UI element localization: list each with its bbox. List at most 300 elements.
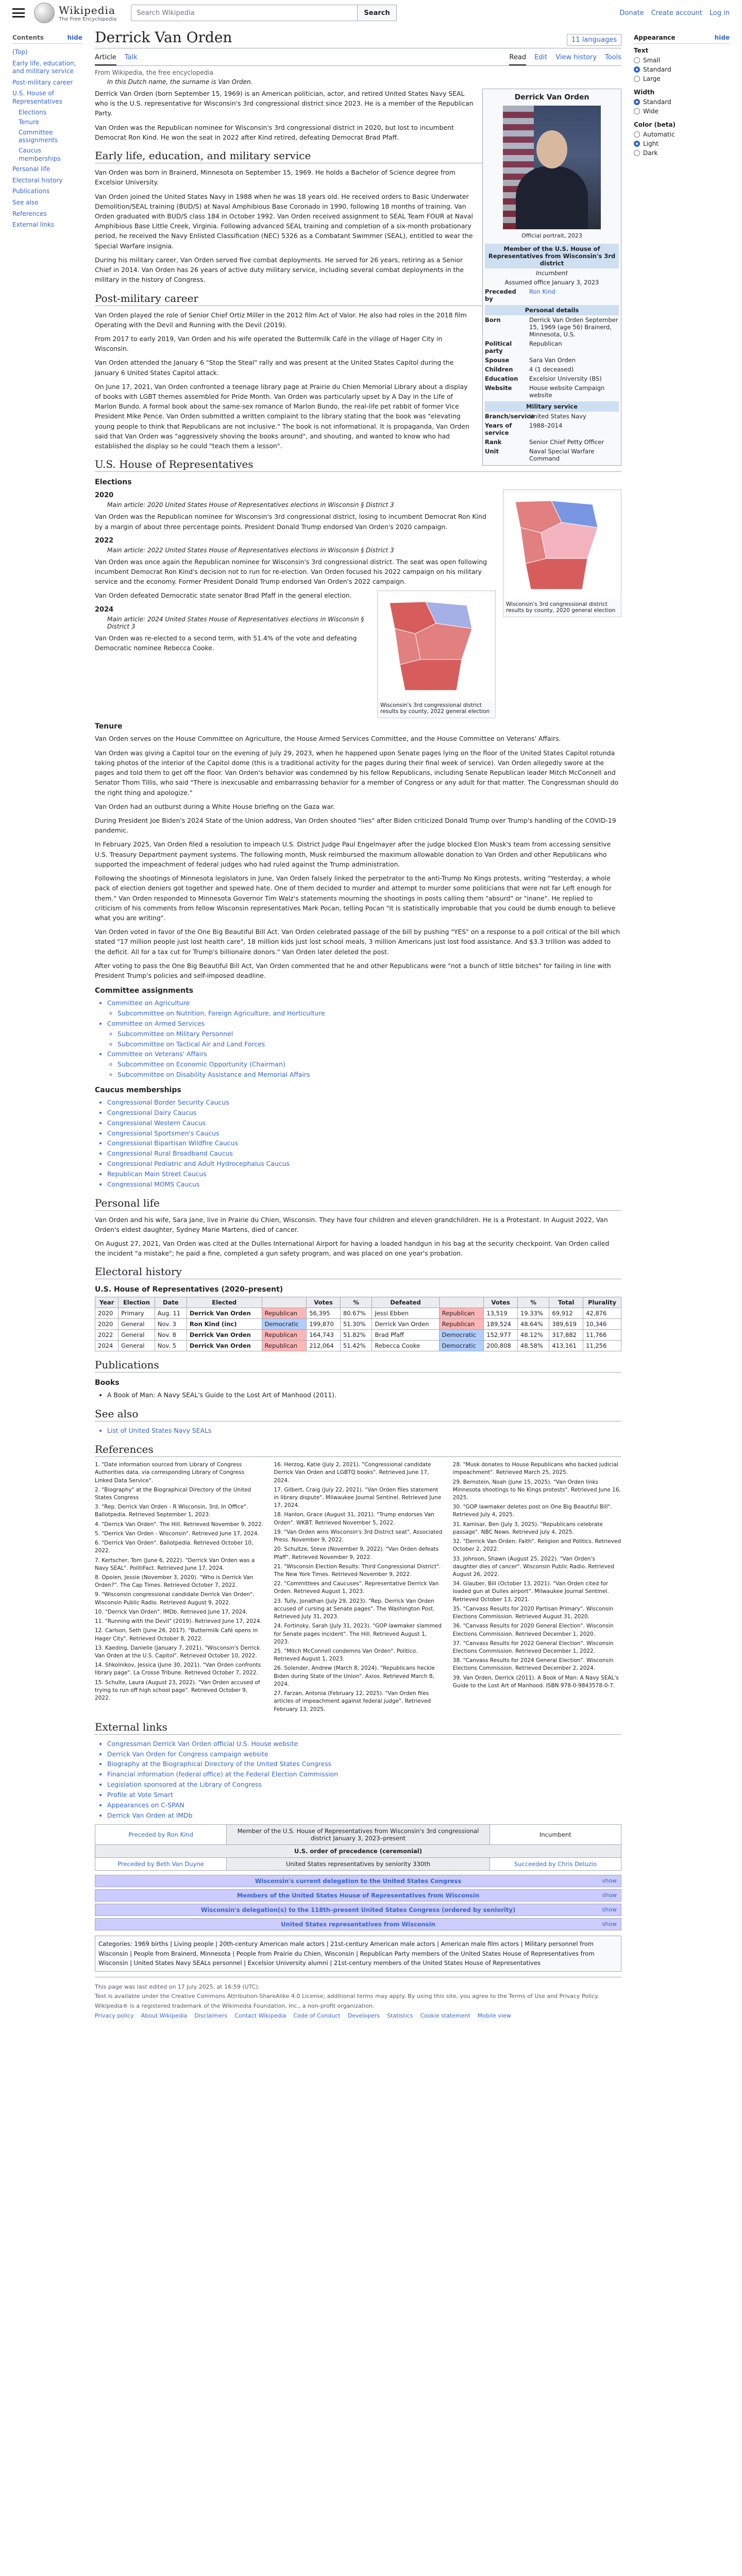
paragraph: In February 2025, Van Orden filed a resolution to impeach U.S. District Judge Paul Engelmayer after the judge blocked Elon Musk's team from accessing sensitive U.S. Treasury Department payment systems. The following month, Musk reimbursed the maximum allowable donation to Van Orden and other Republicans who supported the impeachment of federal judges who had ruled against the Trump administration.: [95, 840, 611, 868]
table-header: Year: [95, 1297, 119, 1308]
toc-item[interactable]: Publications: [12, 188, 50, 195]
table-header: [439, 1297, 484, 1308]
user-link[interactable]: Log in: [709, 9, 730, 17]
table-cell: 317,882: [549, 1330, 583, 1341]
book-item: • A Book of Man: A Navy SEAL's Guide to the Lost Art of Manhood (2011).: [107, 1390, 621, 1400]
subsection-committees: Committee assignments: [95, 987, 194, 995]
map-caption: Wisconsin's 3rd congressional district results by county, 2022 general election: [380, 702, 490, 715]
footer-link[interactable]: Disclaimers: [194, 2012, 228, 2019]
subcommittee-item[interactable]: ◦ Subcommittee on Disability Assistance and Memorial Affairs: [117, 1070, 621, 1080]
succession-preceded[interactable]: Preceded by Ron Kind: [95, 1825, 227, 1845]
appearance-title: Appearance: [634, 34, 676, 41]
license-text: Text is available under the Creative Commons Attribution-ShareAlike 4.0 License; additional terms may apply. By using this site, you agree to the Terms of Use and Privacy Policy. Wikipedia® is a registered trademark of the Wikimedia Foundation, Inc., a non-profit organization.: [95, 1993, 599, 2010]
infobox-incumbent: Incumbent: [536, 269, 568, 277]
table-cell: 189,524: [484, 1319, 518, 1330]
navbox-title-text[interactable]: United States representatives from Wisconsin: [281, 1921, 435, 1928]
infobox-assumed: Assumed office January 3, 2023: [504, 279, 599, 286]
toc-header: [12, 34, 82, 44]
table-row: [95, 1308, 621, 1319]
caucus-item[interactable]: • Congressional Rural Broadband Caucus: [107, 1148, 621, 1159]
subsection-2024: 2024: [95, 605, 114, 614]
page-footer: [95, 1977, 621, 2026]
navbox-title: [95, 1875, 621, 1887]
external-link-item[interactable]: • Derrick Van Orden for Congress campaign website: [107, 1749, 621, 1759]
table-cell: 2020: [95, 1308, 119, 1319]
table-cell: 152,977: [484, 1330, 518, 1341]
election-map-2022[interactable]: [377, 590, 496, 718]
table-header: Votes: [484, 1297, 518, 1308]
footer-link[interactable]: Mobile view: [477, 2012, 511, 2019]
appearance-panel: [634, 26, 742, 2026]
committee-item[interactable]: • Committee on Agriculture ◦ Subcommittee on Nutrition, Foreign Agriculture, and Horticulture: [107, 998, 621, 1019]
infobox-value: United States Navy: [529, 413, 586, 420]
table-cell: General: [119, 1319, 155, 1330]
color-option[interactable]: [634, 130, 730, 139]
infobox-value: Naval Special Warfare Command: [529, 448, 595, 462]
table-cell: 199,870: [307, 1319, 341, 1330]
toc-item[interactable]: U.S. House of Representatives: [12, 90, 62, 105]
portrait-image[interactable]: [503, 106, 601, 229]
top-bar: [0, 0, 742, 26]
reference-item: 21. "Wisconsin Election Results: Third Congressional District". The New York Times. Retrieved November 9, 2022.: [274, 1563, 441, 1578]
infobox-row: [485, 437, 619, 447]
electoral-table: [95, 1297, 621, 1351]
article-content: [88, 26, 634, 2026]
paragraph: Van Orden played the role of Senior Chief Ortiz Miller in the 2012 film Act of Valor. He also had roles in the 2018 film Operating with the Devil and Running with the Devil (2019).: [95, 311, 467, 329]
paragraph: From 2017 to early 2019, Van Orden and his wife operated the Buttermilk Café in the village of Hager City in Wisconsin.: [95, 334, 443, 353]
radio-icon[interactable]: [634, 57, 640, 63]
color-option-label: Light: [643, 140, 659, 147]
map-image: [505, 492, 619, 600]
infobox-key: Political party: [485, 340, 512, 354]
reference-item: 20. Schultze, Steve (November 9, 2022). "Van Orden defeats Pfaff". Retrieved November 9, 2022.: [274, 1546, 439, 1561]
infobox: [482, 89, 621, 466]
color-option-label: Dark: [643, 149, 658, 157]
color-label: Color (beta): [634, 121, 676, 128]
paragraph: Van Orden had an outburst during a White House briefing on the Gaza war.: [95, 802, 335, 810]
table-cell[interactable]: Rebecca Cooke: [372, 1341, 439, 1351]
caucus-item[interactable]: • Congressional Pediatric and Adult Hydrocephalus Caucus: [107, 1159, 621, 1169]
radio-icon[interactable]: [634, 76, 640, 82]
navbox-toggle-button[interactable]: show: [602, 1921, 617, 1928]
width-option[interactable]: [634, 107, 730, 116]
page-title: Derrick Van Orden: [95, 29, 232, 46]
table-cell: Nov. 3: [155, 1319, 187, 1330]
paragraph: Van Orden joined the United States Navy in 1988 when he was 18 years old. He received orders to Basic Underwater Demolition/SEAL training (BUD/S) at Naval Amphibious Base Coronado in 1990, following 18 months of training. Van Orden graduated with BUD/S class 184 in October 1992. Van Orden received assignment to SEAL Team FOUR at Naval Amphibious Base Little Creek, Virginia. Following advanced SEAL training and completion of a six-month probationary period, he received the Navy Enlisted Classification (NEC) 5326 as a Combatant Swimmer (SEAL), entitled to wear the Special Warfare insignia.: [95, 192, 473, 250]
navbox-title-text[interactable]: Wisconsin's current delegation to the United States Congress: [255, 1877, 462, 1885]
table-cell: 51.30%: [340, 1319, 372, 1330]
infobox-row: [485, 339, 619, 355]
infobox-value: 4 (1 deceased): [529, 366, 574, 373]
text-size-option[interactable]: [634, 56, 730, 65]
toc-item[interactable]: See also: [12, 198, 39, 206]
tab-tools[interactable]: Tools: [604, 54, 621, 61]
infobox-value: Senior Chief Petty Officer: [529, 438, 604, 446]
table-header: [262, 1297, 307, 1308]
toc-subitem[interactable]: Tenure: [19, 118, 39, 126]
succession-box: [95, 1824, 621, 1871]
navbox-title: [95, 1904, 621, 1916]
reference-item: 11. "Running with the Devil" (2019). Retrieved June 17, 2024.: [95, 1618, 262, 1625]
reference-item: 32. "Derrick Van Orden: Faith". Religion and Politics. Retrieved October 2, 2022.: [452, 1538, 621, 1553]
color-option[interactable]: [634, 139, 730, 148]
table-cell: 389,619: [549, 1319, 583, 1330]
paragraph: During his military career, Van Orden served five combat deployments. He served for 26 years, retiring as a Senior Chief in 2014. Van Orden has 26 years of active duty military service, including several combat deployments in the military in the history of Congress.: [95, 256, 464, 284]
infobox-row: [485, 383, 619, 400]
table-cell: 48.64%: [517, 1319, 549, 1330]
table-cell: 69,912: [549, 1308, 583, 1319]
reference-item: 35. "Canvass Results for 2020 Partisan Primary". Wisconsin Elections Commission. Retrieved August 31, 2020.: [452, 1605, 614, 1620]
footer-link[interactable]: Contact Wikipedia: [234, 2012, 286, 2019]
see-also-list: [107, 1426, 621, 1436]
infobox-key: Unit: [485, 448, 499, 455]
subsection-2022: 2022: [95, 536, 114, 545]
table-cell[interactable]: Derrick Van Orden: [187, 1330, 262, 1341]
table-cell: Nov. 5: [155, 1341, 187, 1351]
toc-item[interactable]: (Top): [12, 48, 28, 56]
section-references: References: [95, 1443, 621, 1457]
subsection-2020: 2020: [95, 492, 114, 500]
tab-edit[interactable]: Edit: [534, 54, 548, 61]
external-link-item[interactable]: • Congressman Derrick Van Orden official U.S. House website: [107, 1739, 621, 1749]
reference-item: 37. "Canvass Results for 2022 General Election". Wisconsin Elections Commission. Retrieved December 1, 2022.: [452, 1640, 614, 1654]
table-cell: 48.58%: [517, 1341, 549, 1351]
toc-item[interactable]: External links: [12, 221, 55, 229]
table-cell: Republican: [439, 1319, 484, 1330]
text-size-label: Text: [634, 47, 649, 54]
main-menu-icon[interactable]: [12, 8, 25, 18]
subsection-tenure: Tenure: [95, 722, 123, 731]
navbox-title-text[interactable]: Wisconsin's delegation(s) to the 118th–present United States Congress (ordered by seniority): [200, 1906, 516, 1914]
table-cell[interactable]: Jessi Ebben: [372, 1308, 439, 1319]
tab-talk[interactable]: Talk: [124, 54, 138, 61]
reference-item: 33. Johnson, Shawn (August 25, 2022). "Van Orden's daughter dies of cancer". Wisconsin Public Radio. Retrieved August 26, 2022.: [452, 1555, 614, 1578]
color-option[interactable]: [634, 148, 730, 158]
radio-icon[interactable]: [634, 131, 640, 138]
caucus-item[interactable]: • Congressional Western Caucus: [107, 1118, 621, 1128]
infobox-personal-head: Personal details: [485, 305, 619, 315]
text-size-option-label: Large: [643, 75, 661, 82]
table-header: Plurality: [583, 1297, 621, 1308]
subcommittee-item[interactable]: ◦ Subcommittee on Nutrition, Foreign Agriculture, and Horticulture: [117, 1008, 621, 1019]
reference-item: 12. Carlson, Seth (June 26, 2017). "Buttermilk Café opens in Hager City". Retrieved October 8, 2022.: [95, 1628, 258, 1642]
committee-list: [107, 998, 621, 1080]
table-cell: 19.33%: [517, 1308, 549, 1319]
user-links: [619, 9, 730, 17]
infobox-row: [485, 447, 619, 463]
section-external-links: External links: [95, 1721, 621, 1735]
paragraph-2024: Van Orden was re-elected to a second term, with 51.4% of the vote and defeating Democratic nominee Rebecca Cooke.: [95, 634, 357, 652]
reference-item: 26. Solender, Andrew (March 8, 2024). "Republicans heckle Biden during State of the Union". Axios. Retrieved March 8, 2024.: [274, 1665, 435, 1687]
table-cell: Primary: [119, 1308, 155, 1319]
search-button[interactable]: Search: [358, 5, 396, 21]
appearance-header: [634, 34, 730, 44]
table-header: Elected: [187, 1297, 262, 1308]
navbox-toggle-button[interactable]: show: [602, 1877, 617, 1885]
table-cell[interactable]: Derrick Van Orden: [187, 1341, 262, 1351]
table-row: [95, 1330, 621, 1341]
paragraph: Following the shootings of Minnesota legislators in June, Van Orden falsely linked the perpetrator to the anti-Trump No Kings protests, writing "Yesterday, a whole pack of election deniers got together and spewed hate. One of them decided to murder and attempt to murder some politicians that were not far Left enough for them." Van Orden responded to Minnesota Governor Tim Walz's statements mourning the shootings in posts calling them "absurd" or "inane". He replied to criticism of his comments from fellow Wisconsin representatives Mark Pocan, telling Pocan "It is statistically improbable that you could be dumb enough to believe what you are writing".: [95, 874, 616, 922]
footer-link[interactable]: Statistics: [387, 2012, 413, 2019]
section-publications: Publications: [95, 1359, 621, 1372]
toc-hide-button[interactable]: hide: [67, 34, 82, 41]
table-cell: Republican: [439, 1308, 484, 1319]
table-cell: 212,064: [307, 1341, 341, 1351]
reference-item: 28. "Musk donates to House Republicans who backed judicial impeachment". Retrieved March 25, 2025.: [452, 1462, 618, 1476]
user-link[interactable]: Donate: [619, 9, 644, 17]
succession-incumbent: Incumbent: [490, 1825, 621, 1845]
map-caption: Wisconsin's 3rd congressional district results by county, 2020 general election: [506, 601, 616, 614]
tab-view-history[interactable]: View history: [555, 54, 597, 61]
navbox-title: [95, 1890, 621, 1901]
table-cell: 13,519: [484, 1308, 518, 1319]
table-cell: 2024: [95, 1341, 119, 1351]
reference-item: 36. "Canvass Results for 2020 General Election". Wisconsin Elections Commission. Retrieved December 1, 2020.: [452, 1623, 614, 1637]
reference-item: 29. Bernstein, Noah (June 15, 2025). "Van Orden links Minnesota shootings to No Kings protests". Retrieved June 16, 2025.: [452, 1479, 621, 1501]
lead-paragraph: Van Orden was the Republican nominee for Wisconsin's 3rd congressional district in 2020, but lost to incumbent Democrat Ron Kind. He won the seat in 2022 after Kind retired, defeating Democrat Brad Pfaff.: [95, 123, 454, 141]
globe-icon: [34, 3, 55, 23]
radio-icon[interactable]: [634, 141, 640, 147]
section-house: U.S. House of Representatives: [95, 458, 621, 472]
subsection-elections: Elections: [95, 478, 132, 487]
reference-item: 15. Schulte, Laura (August 23, 2022). "Van Orden accused of trying to run off high school page". Retrieved October 9, 2022.: [95, 1679, 260, 1702]
subcommittee-item[interactable]: ◦ Subcommittee on Military Personnel: [117, 1029, 621, 1039]
external-link-item[interactable]: • Financial information (federal office) at the Federal Election Commission: [107, 1769, 621, 1780]
user-link[interactable]: Create account: [651, 9, 702, 17]
caucus-item[interactable]: • Congressional Border Security Caucus: [107, 1097, 621, 1108]
map-image: [379, 592, 494, 701]
table-cell: 2020: [95, 1319, 119, 1330]
reference-item: 2. "Biography" at the Biographical Directory of the United States Congress: [95, 1486, 251, 1501]
books-list: [107, 1390, 621, 1400]
paragraph: Van Orden voted in favor of the One Big Beautiful Bill Act. Van Orden celebrated passage of the bill by pushing "YES" on a response to a poll critical of the bill which stated "17 million people just lost health care", 18 million kids just lost school meals, 3 million Americans just lost food assistance. And $3.3 trillion was added to the deficit. All for a tax cut for Trump's billionaire donors." Van Orden later deleted the post.: [95, 928, 620, 956]
section-see-also: See also: [95, 1408, 621, 1421]
navbox-toggle-button[interactable]: show: [602, 1906, 617, 1913]
appearance-hide-button[interactable]: hide: [714, 34, 730, 41]
table-cell[interactable]: Brad Pfaff: [372, 1330, 439, 1341]
subsection-caucuses: Caucus memberships: [95, 1086, 181, 1094]
table-cell: Republican: [262, 1308, 307, 1319]
reference-item: 1. "Date information sourced from Library of Congress Authorities data, via corresponding Library of Congress Linked Data Service".: [95, 1462, 245, 1484]
committee-item[interactable]: • Committee on Veterans' Affairs ◦ Subcommittee on Economic Opportunity (Chairman) ◦ Subcommittee on Disability Assistance and Memorial Affairs: [107, 1049, 621, 1080]
reference-item: 7. Kertscher, Tom (June 6, 2022). "Derrick Van Orden was a Navy SEAL". PolitiFact. Retrieved June 17, 2024.: [95, 1557, 255, 1571]
infobox-preceded-label: Preceded by: [485, 288, 516, 302]
committee-item[interactable]: • Committee on Armed Services ◦ Subcommittee on Military Personnel ◦ Subcommittee on Tactical Air and Land Forces: [107, 1019, 621, 1049]
table-cell: General: [119, 1330, 155, 1341]
infobox-row: [485, 374, 619, 383]
external-link-item[interactable]: • Legislation sponsored at the Library of Congress: [107, 1780, 621, 1790]
external-link-item[interactable]: • Derrick Van Orden at IMDb: [107, 1810, 621, 1821]
table-cell: 51.42%: [340, 1341, 372, 1351]
toc-item[interactable]: Early life, education, and military service: [12, 59, 76, 75]
search-input[interactable]: [131, 5, 358, 21]
toc-subitem[interactable]: Caucus memberships: [19, 146, 61, 162]
infobox-value: Republican: [529, 340, 562, 347]
infobox-key: Children: [485, 366, 513, 373]
table-cell: 200,808: [484, 1341, 518, 1351]
infobox-value: 1988–2014: [529, 422, 563, 429]
table-cell: General: [119, 1341, 155, 1351]
reference-item: 17. Gilbert, Craig (July 22, 2021). "Van Orden files statement in library dispute". Milwaukee Journal Sentinel. Retrieved June 17, 2024.: [274, 1486, 442, 1509]
reference-item: 14. Shkolnikov, Jessica (June 30, 2021). "Van Orden confronts library page". La Crosse Tribune. Retrieved October 7, 2022.: [95, 1662, 261, 1676]
table-header: %: [517, 1297, 549, 1308]
infobox-row: [485, 355, 619, 365]
precedence-header: U.S. order of precedence (ceremonial): [95, 1845, 621, 1858]
footer-link[interactable]: Code of Conduct: [293, 2012, 341, 2019]
toc-item[interactable]: Personal life: [12, 165, 50, 173]
subsection-books: Books: [95, 1379, 120, 1387]
election-map-2020[interactable]: [503, 489, 621, 617]
language-button[interactable]: 11 languages: [567, 34, 621, 46]
paragraph: During President Joe Biden's 2024 State of the Union address, Van Orden shouted "lies" after Biden criticized Donald Trump over Trump's handling of the COVID-19 pandemic.: [95, 816, 616, 835]
footer-link[interactable]: Cookie statement: [420, 2012, 470, 2019]
table-cell: 2022: [95, 1330, 119, 1341]
table-header: Total: [549, 1297, 583, 1308]
reference-item: 38. "Canvass Results for 2024 General Election". Wisconsin Elections Commission. Retrieved December 2, 2024.: [452, 1657, 614, 1672]
succession-office: Member of the U.S. House of Representatives from Wisconsin's 3rd congressional district January 3, 2023–present: [227, 1825, 490, 1845]
table-cell[interactable]: Ron Kind (inc): [187, 1319, 262, 1330]
table-header: Votes: [307, 1297, 341, 1308]
width-label: Width: [634, 89, 655, 96]
page-tabs: [95, 50, 621, 66]
table-cell: 48.12%: [517, 1330, 549, 1341]
reference-item: 3. "Rep. Derrick Van Orden - R Wisconsin, 3rd, In Office". Ballotpedia. Retrieved September 1, 2023.: [95, 1504, 248, 1518]
text-size-option[interactable]: [634, 65, 730, 74]
table-cell: 413,161: [549, 1341, 583, 1351]
lead-paragraph: Derrick Van Orden (born September 15, 1969) is an American politician, actor, and retired United States Navy SEAL who is the U.S. representative for Wisconsin's 3rd congressional district since 2023. He is a member of the Republican Party.: [95, 90, 474, 117]
paragraph: Van Orden was giving a Capitol tour on the evening of July 29, 2023, when he happened upon Senate pages lying on the floor of the United States Capitol rotunda taking photos of the interior of the Capitol dome (this is a traditional activity for the pages during their final week of service). Van Orden allegedly swore at the pages and told them to get off the floor. Van Orden's behavior was condemned by his fellow Republicans, including Senate Republican leader Mitch McConnell and Senator Thom Tillis, who said "There is inexcusable and embarrassing behavior for a member of Congress or any adult for that matter. The Congressman should do the right thing and apologize.": [95, 749, 619, 796]
reference-item: 23. Tully, Jonathan (July 29, 2023). "Rep. Derrick Van Orden accused of cursing at Senate pages". The Washington Post. Retrieved July 31, 2023.: [274, 1598, 435, 1620]
infobox-row: [485, 421, 619, 437]
infobox-key: Years of service: [485, 422, 512, 436]
table-cell[interactable]: Derrick Van Orden: [372, 1319, 439, 1330]
paragraph-2020: Van Orden was the Republican nominee for Wisconsin's 3rd congressional district, losing to incumbent Democrat Ron Kind by a margin of about three percentage points. President Donald Trump endorsed Van Orden's 2020 campaign.: [95, 513, 486, 531]
section-post-military: Post-military career: [95, 292, 621, 306]
width-option-label: Standard: [643, 98, 671, 106]
wikipedia-logo[interactable]: [34, 3, 116, 23]
radio-icon[interactable]: [634, 108, 640, 114]
footer-link[interactable]: Privacy policy: [95, 2012, 134, 2019]
text-size-option[interactable]: [634, 74, 730, 83]
toc-item[interactable]: Electoral history: [12, 176, 63, 184]
table-cell: 80.67%: [340, 1308, 372, 1319]
infobox-value: Excelsior University (BS): [529, 375, 602, 382]
precedence-previous[interactable]: Preceded by Beth Van Duyne: [95, 1858, 227, 1871]
table-cell: 11,256: [583, 1341, 621, 1351]
toc-item[interactable]: Post-military career: [12, 78, 73, 86]
table-cell: Democratic: [439, 1341, 484, 1351]
reference-item: 16. Herzog, Katie (July 2, 2021). "Congressional candidate Derrick Van Orden and LGBTQ books". Retrieved June 17, 2024.: [274, 1462, 431, 1484]
toc-item[interactable]: References: [12, 210, 47, 217]
footer-link[interactable]: About Wikipedia: [141, 2012, 188, 2019]
radio-icon[interactable]: [634, 66, 640, 73]
reference-item: 4. "Derrick Van Orden". The Hill. Retrieved November 9, 2022.: [95, 1521, 264, 1528]
radio-icon[interactable]: [634, 99, 640, 105]
paragraph: Van Orden and his wife, Sara Jane, live in Prairie du Chien, Wisconsin. They have four children and eleven grandchildren. He is a Protestant. In August 2022, Van Orden's eldest daughter, Sydney Marie Martens, died of cancer.: [95, 1215, 608, 1233]
infobox-value: House website Campaign website: [529, 384, 605, 399]
paragraph: Van Orden attended the January 6 "Stop the Steal" rally and was present at the United States Capitol during the January 6 United States Capitol attack.: [95, 359, 454, 377]
navbox-title: [95, 1919, 621, 1930]
subcommittee-item[interactable]: ◦ Subcommittee on Tactical Air and Land Forces: [117, 1039, 621, 1049]
table-cell: 11,766: [583, 1330, 621, 1341]
external-link-item[interactable]: • Biography at the Biographical Directory of the United States Congress: [107, 1759, 621, 1769]
category-links[interactable]: Categories: 1969 births | Living people | 20th-century American male actors | 21st-century American male actors | American male film actors | Military personnel from Wisconsin | People from Brainerd, Minnesota | People from Prairie du Chien, Wisconsin | Republican Party members of the United States House of Representatives from Wisconsin | United States Navy SEALs personnel | Excelsior University alumni | 21st-century members of the United States House of Representatives: [95, 1936, 621, 1971]
navbox-toggle-button[interactable]: show: [602, 1892, 617, 1899]
precedence-next[interactable]: Succeeded by Chris Deluzio: [490, 1858, 621, 1871]
site-sub: From Wikipedia, the free encyclopedia: [95, 69, 213, 76]
reference-item: 22. "Committees and Caucuses". Representative Derrick Van Orden. Retrieved August 1, 2023.: [274, 1581, 439, 1595]
navbox-title-text[interactable]: Members of the United States House of Representatives from Wisconsin: [237, 1892, 480, 1900]
main-article-2020: Main article: 2020 United States House of Representatives elections in Wisconsin § District 3: [107, 501, 394, 509]
infobox-key: Education: [485, 375, 518, 382]
infobox-preceded[interactable]: Ron Kind: [529, 288, 555, 295]
paragraph: On June 17, 2021, Van Orden confronted a teenage library page at Prairie du Chien Memorial Library about a display of books with LGBT themes assembled for Pride Month. Van Orden was particularly upset by A Day in the Life of Marlon Bundo. A formal book about the same-sex romance of Marlon Bundo, the real-life pet rabbit of former Vice President Mike Pence. Van Orden submitted a written complaint to the library stating that the book was "elevating young people to think that Republicans are not inclusive." The book is not informational. It is propaganda, Van Orden said that Van Orden was "aggressively shoving the books around", and shouting, and wanted to know who had established the display so he could "teach them a lesson".: [95, 382, 469, 450]
external-link-item[interactable]: • Appearances on C-SPAN: [107, 1800, 621, 1810]
reference-list: [95, 1461, 621, 1714]
table-cell[interactable]: Derrick Van Orden: [187, 1308, 262, 1319]
footer-link[interactable]: Developers: [347, 2012, 380, 2019]
external-link-item[interactable]: • Profile at Vote Smart: [107, 1790, 621, 1800]
table-header: Election: [119, 1297, 155, 1308]
caucus-item[interactable]: • Republican Main Street Caucus: [107, 1169, 621, 1179]
caucus-item[interactable]: • Congressional Bipartisan Wildfire Caucus: [107, 1138, 621, 1148]
table-header: Date: [155, 1297, 187, 1308]
caucus-item[interactable]: • Congressional Dairy Caucus: [107, 1108, 621, 1118]
table-of-contents: [0, 26, 88, 2026]
logo-wordmark: Wikipedia: [59, 4, 115, 16]
table-row: [95, 1319, 621, 1330]
toc-subitem[interactable]: Elections: [19, 108, 47, 116]
text-size-option-label: Small: [643, 57, 661, 64]
table-cell: 164,743: [307, 1330, 341, 1341]
width-option[interactable]: [634, 97, 730, 107]
toc-subitem[interactable]: Committee assignments: [19, 128, 58, 144]
reference-item: 34. Glauber, Bill (October 13, 2021). "Van Orden cited for loaded gun at Dulles airport". Milwaukee Journal Sentinel. Retrieved October 13, 2021.: [452, 1581, 609, 1603]
table-header: Defeated: [372, 1297, 439, 1308]
reference-item: 5. "Derrick Van Orden - Wisconsin". Retrieved June 17, 2024.: [95, 1530, 259, 1537]
tab-read[interactable]: Read: [509, 50, 526, 65]
infobox-military-head: Military service: [485, 401, 619, 412]
infobox-key: Born: [485, 316, 501, 324]
table-cell: 42,876: [583, 1308, 621, 1319]
table-cell: Democratic: [439, 1330, 484, 1341]
infobox-name: Derrick Van Orden: [514, 93, 589, 101]
reference-item: 24. Fortinsky, Sarah (July 31, 2023). "GOP lawmaker slammed for Senate pages incident". The Hill. Retrieved August 1, 2023.: [274, 1623, 442, 1645]
section-early-life: Early life, education, and military service: [95, 149, 621, 163]
reference-item: 8. Opoien, Jessie (November 3, 2020). "Who is Derrick Van Orden?". The Cap Times. Retrieved October 7, 2022.: [95, 1574, 254, 1589]
section-electoral: Electoral history: [95, 1265, 621, 1279]
infobox-key: Spouse: [485, 357, 510, 364]
caucus-item[interactable]: • Congressional MOMS Caucus: [107, 1179, 621, 1190]
infobox-key: Website: [485, 384, 512, 392]
table-header: %: [340, 1297, 372, 1308]
see-also-item[interactable]: • List of United States Navy SEALs: [107, 1426, 621, 1436]
search-form: [131, 5, 396, 21]
infobox-key: Rank: [485, 438, 502, 446]
subcommittee-item[interactable]: ◦ Subcommittee on Economic Opportunity (Chairman): [117, 1059, 621, 1070]
tab-article[interactable]: Article: [95, 50, 116, 65]
infobox-row: [485, 412, 619, 421]
infobox-key: Branch/service: [485, 413, 534, 420]
external-links-list: [107, 1739, 621, 1821]
reference-item: 9. "Wisconsin congressional candidate Derrick Van Orden". Wisconsin Public Radio. Retrieved August 9, 2022.: [95, 1591, 255, 1606]
radio-icon[interactable]: [634, 150, 640, 156]
paragraph: On August 27, 2021, Van Orden was cited at the Dulles International Airport for having a loaded handgun in his bag at the security checkpoint. Van Orden called the incident "a mistake"; he paid a fine, completed a gun safety program, and was placed on one year's probation.: [95, 1240, 610, 1258]
navbox: [95, 1875, 621, 1887]
reference-item: 13. Kaeding, Danielle (January 7, 2021). "Wisconsin's Derrick Van Orden at the U.S. Capitol". Retrieved October 10, 2022.: [95, 1645, 260, 1659]
paragraph: After voting to pass the One Big Beautiful Bill Act, Van Orden commented that he and other Republicans were "not a bunch of little bitches" for failing in line with President Trump's policies and self-imposed deadline.: [95, 961, 611, 980]
caucus-item[interactable]: • Congressional Sportsmen's Caucus: [107, 1128, 621, 1139]
